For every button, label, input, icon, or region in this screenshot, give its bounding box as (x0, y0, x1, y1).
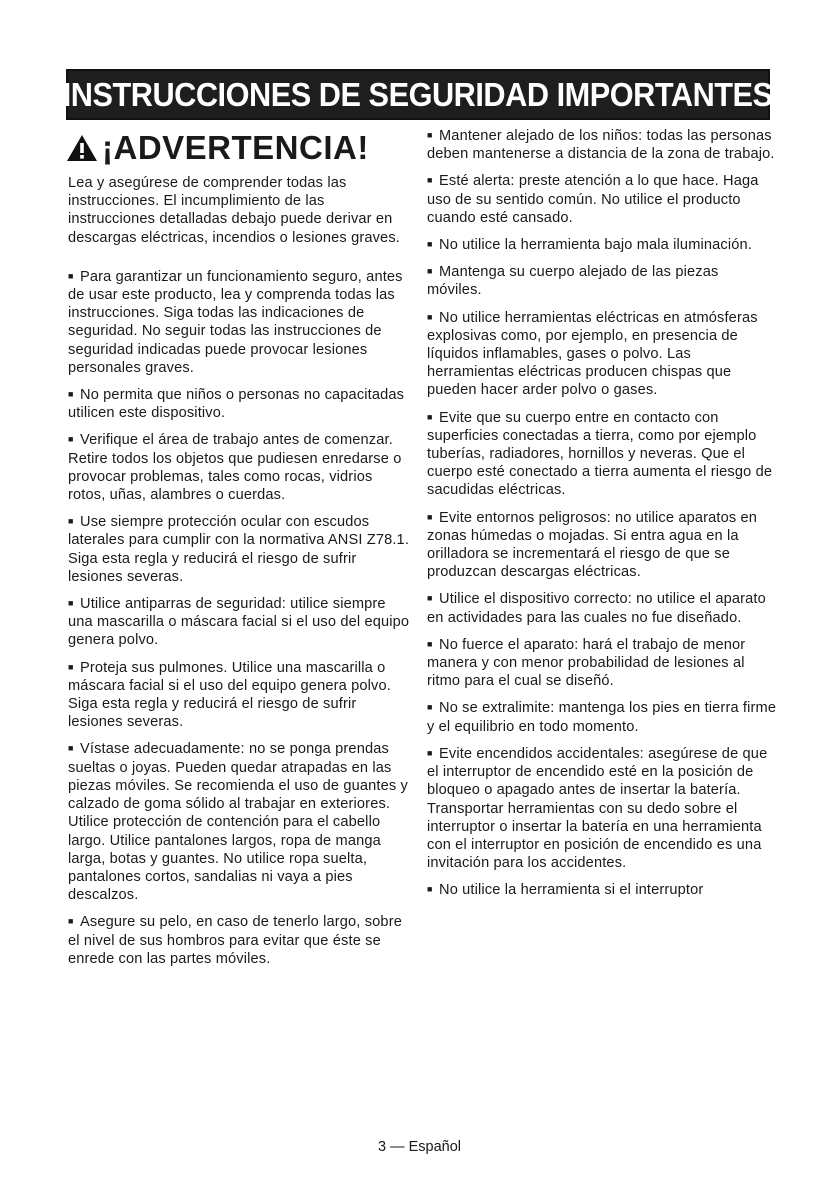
warning-heading (66, 126, 413, 170)
list-item: ■ Asegure su pelo, en caso de tenerlo largo, sobre el nivel de sus hombros para evitar que éste se enrede con las partes móviles. (68, 912, 413, 968)
list-item: ■ Para garantizar un funcionamiento seguro, antes de usar este producto, lea y comprenda todas las instrucciones. Siga todas las indicaciones de seguridad. No seguir todas las instrucciones de seguridad indicadas puede provocar lesiones personales graves. (68, 267, 413, 377)
list-item: ■ Utilice el dispositivo correcto: no utilice el aparato en actividades para las cuales no fue diseñado. (427, 589, 777, 626)
warning-title: ¡ADVERTENCIA! (102, 128, 369, 166)
banner-title: INSTRUCCIONES DE SEGURIDAD IMPORTANTES (63, 75, 773, 113)
list-item: ■ Use siempre protección ocular con escudos laterales para cumplir con la normativa ANSI Z78.1. Siga esta regla y reducirá el riesgo de sufrir lesiones severas. (68, 512, 413, 586)
title-banner (63, 69, 773, 120)
list-item: ■ Evite encendidos accidentales: asegúrese de que el interruptor de encendido esté en la posición de bloqueo o apagado antes de insertar la batería. Transportar herramientas con su dedo sobre el interruptor o insertar la batería en una herramienta con el interruptor en posición de encendido es una invitación para los accidentes. (427, 744, 777, 872)
list-item: ■ Verifique el área de trabajo antes de comenzar. Retire todos los objetos que pudiesen enredarse o provocar problemas, tales como rocas, vidrios rotos, uñas, alambres o cuerdas. (68, 430, 413, 504)
warning-intro: Lea y asegúrese de comprender todas las instrucciones. El incumplimiento de las instrucciones detalladas debajo puede derivar en descargas eléctricas, incendios o lesiones graves. (68, 175, 400, 246)
warning-triangle-icon (66, 133, 98, 163)
list-item: ■ No permita que niños o personas no capacitadas utilicen este dispositivo. (68, 385, 413, 422)
list-item: ■ Esté alerta: preste atención a lo que hace. Haga uso de su sentido común. No utilice el producto cuando esté cansado. (427, 171, 777, 227)
list-item: ■ No se extralimite: mantenga los pies en tierra firme y el equilibrio en todo momento. (427, 698, 777, 735)
list-item: ■ No utilice herramientas eléctricas en atmósferas explosivas como, por ejemplo, en presencia de líquidos inflamables, gases o polvo. Las herramientas eléctricas producen chispas que pueden hacer arder polvo o gases. (427, 308, 777, 400)
left-column (68, 126, 413, 976)
list-item: ■ Evite que su cuerpo entre en contacto con superficies conectadas a tierra, como por ejemplo tuberías, radiadores, hornillos y neveras. Que el cuerpo esté conectado a tierra aumenta el riesgo de sacudidas eléctricas. (427, 408, 777, 500)
page-number: 3 — Español (377, 1139, 462, 1155)
list-item: ■ No fuerce el aparato: hará el trabajo de menor manera y con menor probabilidad de lesiones al ritmo para el cual se diseñó. (427, 635, 777, 691)
list-item: ■ Proteja sus pulmones. Utilice una mascarilla o máscara facial si el uso del equipo genera polvo. Siga esta regla y reducirá el riesgo de sufrir lesiones severas. (68, 658, 413, 732)
list-item: ■ Mantener alejado de los niños: todas las personas deben mantenerse a distancia de la zona de trabajo. (427, 126, 777, 163)
list-item: ■ No utilice la herramienta si el interruptor (427, 880, 777, 899)
right-column (427, 126, 777, 908)
list-item: ■ Utilice antiparras de seguridad: utilice siempre una mascarilla o máscara facial si el uso del equipo genera polvo. (68, 594, 413, 650)
list-item: ■ No utilice la herramienta bajo mala iluminación. (427, 235, 777, 254)
list-item: ■ Evite entornos peligrosos: no utilice aparatos en zonas húmedas o mojadas. Si entra agua en la orilladora se incrementará el riesgo de que se produzcan descargas eléctricas. (427, 508, 777, 582)
list-item: ■ Vístase adecuadamente: no se ponga prendas sueltas o joyas. Pueden quedar atrapadas en las piezas móviles. Se recomienda el uso de guantes y calzado de goma sólido al trabajar en exteriores. Utilice protección de contención para el cabello largo. Utilice pantalones largos, ropa de manga larga, botas y guantes. No utilice ropa suelta, pantalones cortos, sandalias ni vaya a pies descalzos. (68, 739, 413, 904)
list-item: ■ Mantenga su cuerpo alejado de las piezas móviles. (427, 262, 777, 299)
